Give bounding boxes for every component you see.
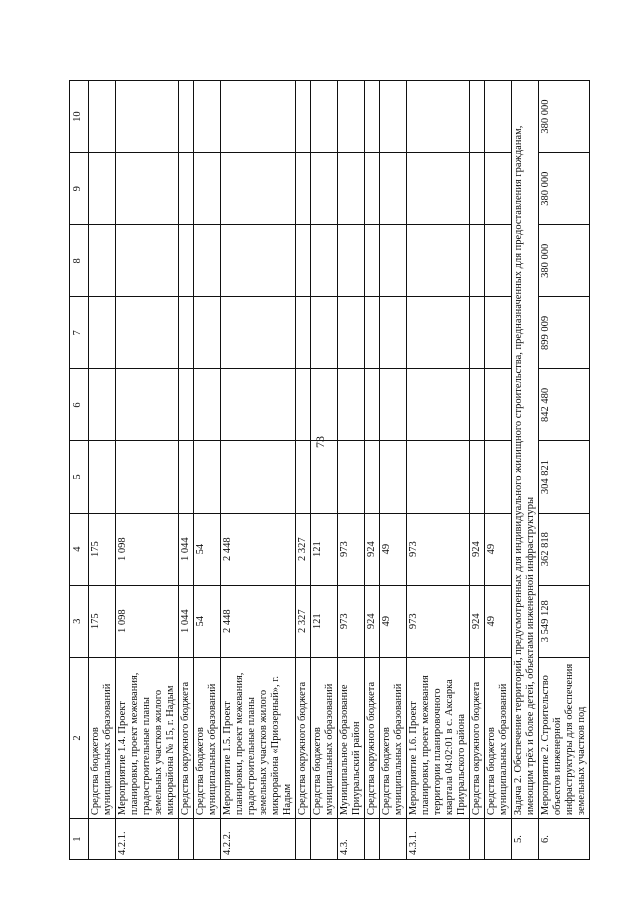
table-row <box>407 81 470 860</box>
row-value <box>311 441 338 513</box>
row-value <box>380 81 407 153</box>
row-value <box>179 81 194 153</box>
row-value <box>470 225 485 297</box>
row-code <box>365 819 380 860</box>
column-header: 1 <box>70 819 89 860</box>
row-name: Мероприятие 1.4. Проект планировки, проект межевания, градостроительные планы земельных участков жилого микрорайона № 15, г. Надым <box>116 657 179 818</box>
row-code <box>380 819 407 860</box>
row-value <box>221 297 296 369</box>
row-code: 4.2.1. <box>116 819 179 860</box>
row-name: Средства бюджетов муниципальных образований <box>380 657 407 818</box>
row-value: 973 <box>338 585 365 657</box>
budget-table <box>69 80 590 860</box>
row-value: 1 098 <box>116 585 179 657</box>
row-value <box>380 225 407 297</box>
row-value: 924 <box>365 513 380 585</box>
row-value <box>311 225 338 297</box>
row-value <box>194 225 221 297</box>
row-value <box>470 369 485 441</box>
row-value <box>470 81 485 153</box>
row-value <box>407 369 470 441</box>
row-value <box>485 81 512 153</box>
row-value: 973 <box>407 585 470 657</box>
row-value <box>470 153 485 225</box>
row-value: 842 480 <box>539 369 590 441</box>
table-header-row <box>70 81 89 860</box>
task-row <box>512 81 539 860</box>
row-value: 2 327 <box>296 513 311 585</box>
row-value <box>338 297 365 369</box>
row-value <box>311 153 338 225</box>
row-name: Мероприятие 1.5. Проект планировки, проект межевания, градостроительные планы земельных участков жилого микрорайона «Приозерный», г. Надым <box>221 657 296 818</box>
row-value <box>89 153 116 225</box>
column-header: 10 <box>70 81 89 153</box>
row-value <box>179 225 194 297</box>
row-name: Средства окружного бюджета <box>179 657 194 818</box>
row-name: Средства бюджетов муниципальных образований <box>485 657 512 818</box>
row-code <box>470 819 485 860</box>
column-header: 5 <box>70 441 89 513</box>
row-value <box>116 441 179 513</box>
row-value <box>365 297 380 369</box>
row-value: 175 <box>89 513 116 585</box>
row-value <box>485 225 512 297</box>
row-value <box>485 441 512 513</box>
table-row <box>365 81 380 860</box>
row-value: 49 <box>380 585 407 657</box>
row-name: Средства бюджетов муниципальных образований <box>194 657 221 818</box>
row-value <box>89 297 116 369</box>
row-value: 924 <box>470 585 485 657</box>
row-value <box>365 225 380 297</box>
row-value <box>407 297 470 369</box>
table-row <box>221 81 296 860</box>
row-value <box>89 225 116 297</box>
column-header: 6 <box>70 369 89 441</box>
row-value <box>179 369 194 441</box>
row-value <box>485 297 512 369</box>
row-value <box>116 369 179 441</box>
row-value <box>221 81 296 153</box>
row-code: 5. <box>512 819 539 860</box>
table-row <box>116 81 179 860</box>
row-value <box>365 153 380 225</box>
row-value <box>470 441 485 513</box>
row-value <box>338 441 365 513</box>
row-code <box>89 819 116 860</box>
row-name: Средства бюджетов муниципальных образований <box>311 657 338 818</box>
row-value: 924 <box>365 585 380 657</box>
table-body <box>89 81 590 860</box>
column-header: 4 <box>70 513 89 585</box>
row-value <box>338 225 365 297</box>
row-value <box>89 81 116 153</box>
row-value <box>485 369 512 441</box>
column-header: 3 <box>70 585 89 657</box>
row-value <box>116 297 179 369</box>
row-value: 121 <box>311 513 338 585</box>
row-value <box>485 153 512 225</box>
row-name: Средства бюджетов муниципальных образований <box>89 657 116 818</box>
row-value: 924 <box>470 513 485 585</box>
row-value <box>338 153 365 225</box>
row-value <box>311 297 338 369</box>
row-value <box>116 153 179 225</box>
row-value: 49 <box>485 585 512 657</box>
row-value <box>179 153 194 225</box>
row-code: 4.2.2. <box>221 819 296 860</box>
row-name: Мероприятие 1.6. Проект планировки, проект межевания территории планировочного квартала 04:02:01 в с. Аксарка Приуральского района <box>407 657 470 818</box>
row-value: 362 818 <box>539 513 590 585</box>
row-value: 121 <box>311 585 338 657</box>
row-value <box>179 297 194 369</box>
row-code: 6. <box>539 819 590 860</box>
task-text: Задача 2. Обеспечение территорий, предусмотренных для индивидуального жилищного строительства, предназначенных для предоставления гражданам, имеющим трёх и более детей, объектами инженерной инфраструктуры <box>512 81 539 819</box>
row-value: 380 000 <box>539 81 590 153</box>
row-value <box>380 441 407 513</box>
row-value <box>311 81 338 153</box>
row-value <box>365 369 380 441</box>
page-number: 73 <box>313 436 327 448</box>
table-row <box>179 81 194 860</box>
row-name: Средства окружного бюджета <box>470 657 485 818</box>
row-value <box>470 297 485 369</box>
row-value <box>380 153 407 225</box>
row-value <box>296 225 311 297</box>
row-value: 54 <box>194 513 221 585</box>
row-value <box>380 369 407 441</box>
row-value <box>365 441 380 513</box>
row-code <box>485 819 512 860</box>
column-header: 8 <box>70 225 89 297</box>
row-value: 54 <box>194 585 221 657</box>
column-header: 7 <box>70 297 89 369</box>
row-code <box>296 819 311 860</box>
table-row <box>194 81 221 860</box>
row-value: 2 327 <box>296 585 311 657</box>
row-value <box>194 297 221 369</box>
row-value <box>380 297 407 369</box>
row-value: 304 821 <box>539 441 590 513</box>
row-code <box>179 819 194 860</box>
row-value: 1 044 <box>179 585 194 657</box>
row-name: Муниципальное образование Приуральский район <box>338 657 365 818</box>
table-row <box>296 81 311 860</box>
row-value <box>89 369 116 441</box>
row-code: 4.3.1. <box>407 819 470 860</box>
table-row <box>380 81 407 860</box>
table-row <box>470 81 485 860</box>
row-value: 2 448 <box>221 585 296 657</box>
row-value <box>311 369 338 441</box>
row-value <box>221 153 296 225</box>
row-code <box>194 819 221 860</box>
row-code: 4.3. <box>338 819 365 860</box>
row-value: 175 <box>89 585 116 657</box>
table-row <box>485 81 512 860</box>
table-row <box>89 81 116 860</box>
table-row <box>539 81 590 860</box>
row-value <box>338 369 365 441</box>
row-value: 899 009 <box>539 297 590 369</box>
column-header: 2 <box>70 657 89 818</box>
row-value: 49 <box>380 513 407 585</box>
row-value: 2 448 <box>221 513 296 585</box>
table-row <box>338 81 365 860</box>
row-name: Средства окружного бюджета <box>365 657 380 818</box>
row-value <box>194 153 221 225</box>
row-code <box>311 819 338 860</box>
row-value: 3 549 128 <box>539 585 590 657</box>
budget-table-frame <box>69 80 640 860</box>
row-value <box>296 81 311 153</box>
row-value <box>365 81 380 153</box>
row-value <box>221 225 296 297</box>
row-value <box>296 441 311 513</box>
row-value <box>407 225 470 297</box>
row-value <box>296 369 311 441</box>
row-value: 49 <box>485 513 512 585</box>
row-value <box>296 153 311 225</box>
column-header: 9 <box>70 153 89 225</box>
row-value <box>407 81 470 153</box>
row-value: 1 044 <box>179 513 194 585</box>
row-value <box>407 153 470 225</box>
row-value: 973 <box>338 513 365 585</box>
row-value <box>194 81 221 153</box>
row-value: 380 000 <box>539 153 590 225</box>
row-value <box>179 441 194 513</box>
row-value <box>116 81 179 153</box>
row-value <box>194 441 221 513</box>
row-value <box>116 225 179 297</box>
row-value <box>407 441 470 513</box>
row-value <box>221 441 296 513</box>
row-name: Средства окружного бюджета <box>296 657 311 818</box>
row-value <box>194 369 221 441</box>
row-value <box>338 81 365 153</box>
row-value <box>296 297 311 369</box>
row-value: 1 098 <box>116 513 179 585</box>
table-row <box>311 81 338 860</box>
row-value <box>89 441 116 513</box>
row-name: Мероприятие 2. Строительство объектов инженерной инфраструктуры для обеспечения земельных участков под <box>539 657 590 818</box>
row-value <box>221 369 296 441</box>
row-value: 973 <box>407 513 470 585</box>
row-value: 380 000 <box>539 225 590 297</box>
